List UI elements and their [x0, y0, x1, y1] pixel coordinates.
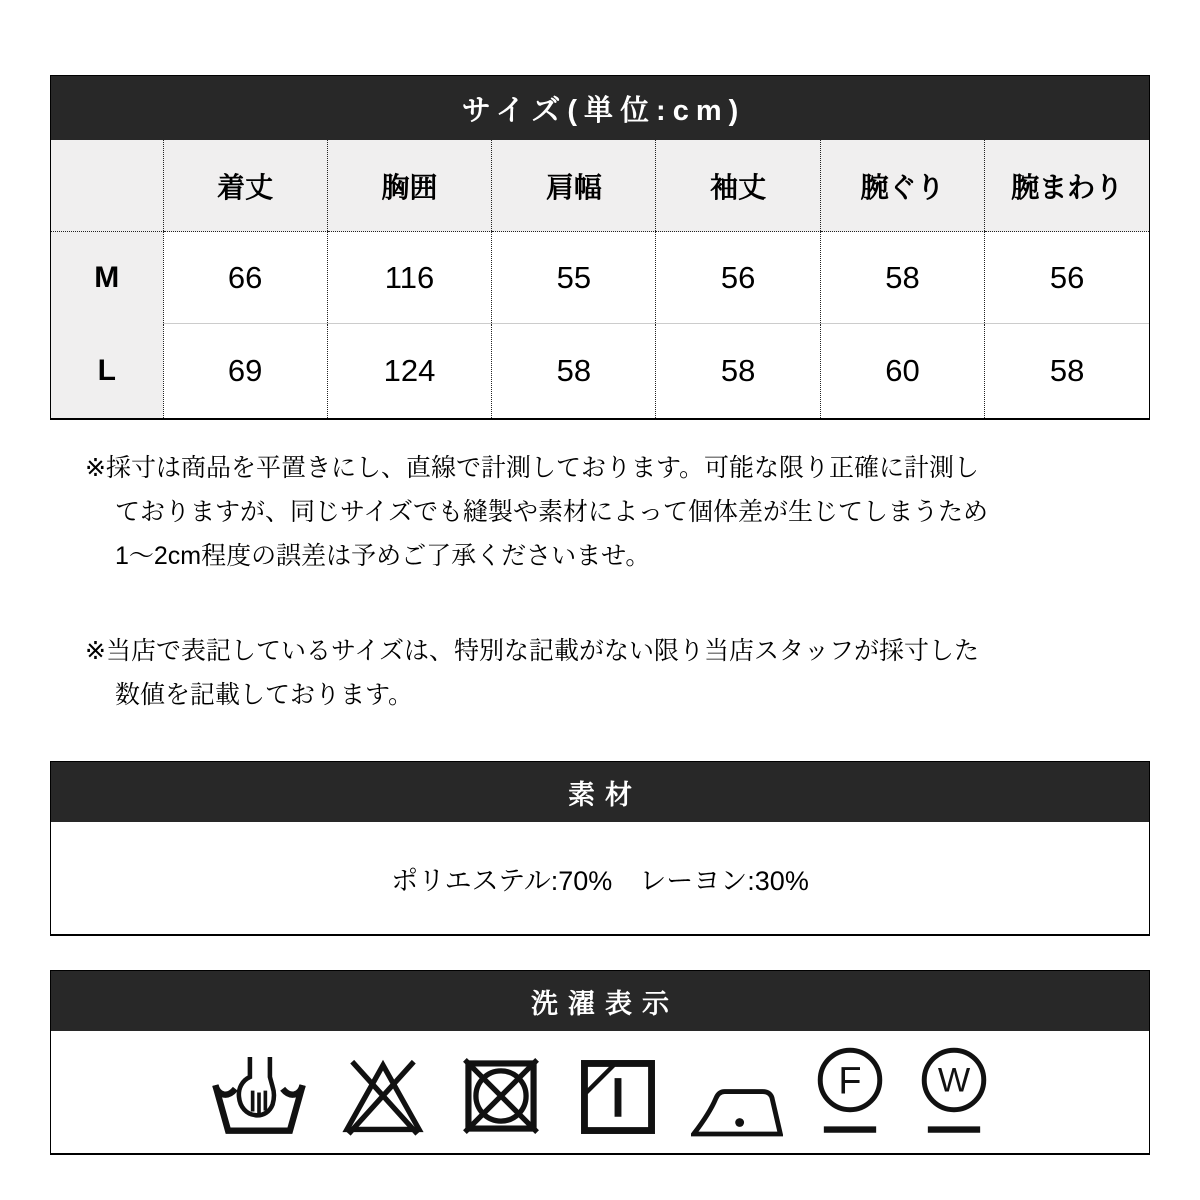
- size-table: [51, 140, 1149, 418]
- hand-wash-icon: [209, 1054, 309, 1140]
- size-value: 60: [820, 324, 984, 419]
- size-value: 56: [656, 232, 820, 324]
- size-value: 58: [985, 324, 1149, 419]
- do-not-tumble-dry-icon: [457, 1052, 545, 1140]
- wet-clean-w-icon: [917, 1043, 991, 1135]
- laundry-section: [50, 970, 1150, 1155]
- size-table-section: [50, 75, 1150, 420]
- material-header-bar: [51, 762, 1149, 822]
- care-icons-row: [51, 1031, 1149, 1153]
- note-line: ておりますが、同じサイズでも縫製や素材によって個体差が生じてしまうため: [115, 498, 989, 526]
- note-line: 数値を記載しております。: [115, 681, 414, 709]
- measurement-note: [85, 446, 1115, 578]
- size-table-header-bar: [51, 76, 1149, 140]
- row-label: M: [51, 232, 163, 324]
- iron-low-heat-icon: [691, 1084, 783, 1138]
- notes: [85, 446, 1115, 717]
- row-label: L: [51, 324, 163, 419]
- column-header-sleeve: 袖丈: [656, 140, 820, 232]
- table-row-size-m: [51, 232, 1149, 324]
- dry-clean-letter: F: [838, 1060, 862, 1103]
- size-table-header-row: [51, 140, 1149, 232]
- size-value: 116: [327, 232, 491, 324]
- size-table-title: サイズ(単位:cm): [461, 94, 746, 127]
- note-line: ※採寸は商品を平置きにし、直線で計測しております。可能な限り正確に計測し: [85, 454, 979, 482]
- column-header-chest: 胸囲: [327, 140, 491, 232]
- note-line: ※当店で表記しているサイズは、特別な記載がない限り当店スタッフが採寸した: [85, 637, 979, 665]
- laundry-header-bar: [51, 971, 1149, 1031]
- laundry-title: 洗濯表示: [531, 988, 679, 1019]
- line-dry-in-shade-icon: [575, 1054, 661, 1140]
- sizing-note: [85, 629, 1115, 717]
- size-value: 124: [327, 324, 491, 419]
- column-header-shoulder: 肩幅: [492, 140, 656, 232]
- material-composition-text: ポリエステル:70% レーヨン:30%: [391, 865, 809, 896]
- wet-clean-letter: W: [937, 1061, 971, 1100]
- material-title: 素材: [568, 779, 642, 810]
- dry-clean-f-icon: [813, 1043, 887, 1135]
- material-composition: [51, 822, 1149, 934]
- material-section: [50, 761, 1150, 936]
- size-value: 56: [985, 232, 1149, 324]
- table-row-size-l: [51, 324, 1149, 419]
- corner-cell: [51, 140, 163, 232]
- size-value: 69: [163, 324, 327, 419]
- column-header-length: 着丈: [163, 140, 327, 232]
- size-value: 58: [820, 232, 984, 324]
- size-value: 66: [163, 232, 327, 324]
- column-header-armhole: 腕ぐり: [820, 140, 984, 232]
- column-header-arm-width: 腕まわり: [985, 140, 1149, 232]
- size-value: 58: [656, 324, 820, 419]
- size-value: 55: [492, 232, 656, 324]
- do-not-bleach-icon: [339, 1052, 427, 1140]
- note-line: 1〜2cm程度の誤差は予めご了承くださいませ。: [115, 542, 651, 570]
- size-value: 58: [492, 324, 656, 419]
